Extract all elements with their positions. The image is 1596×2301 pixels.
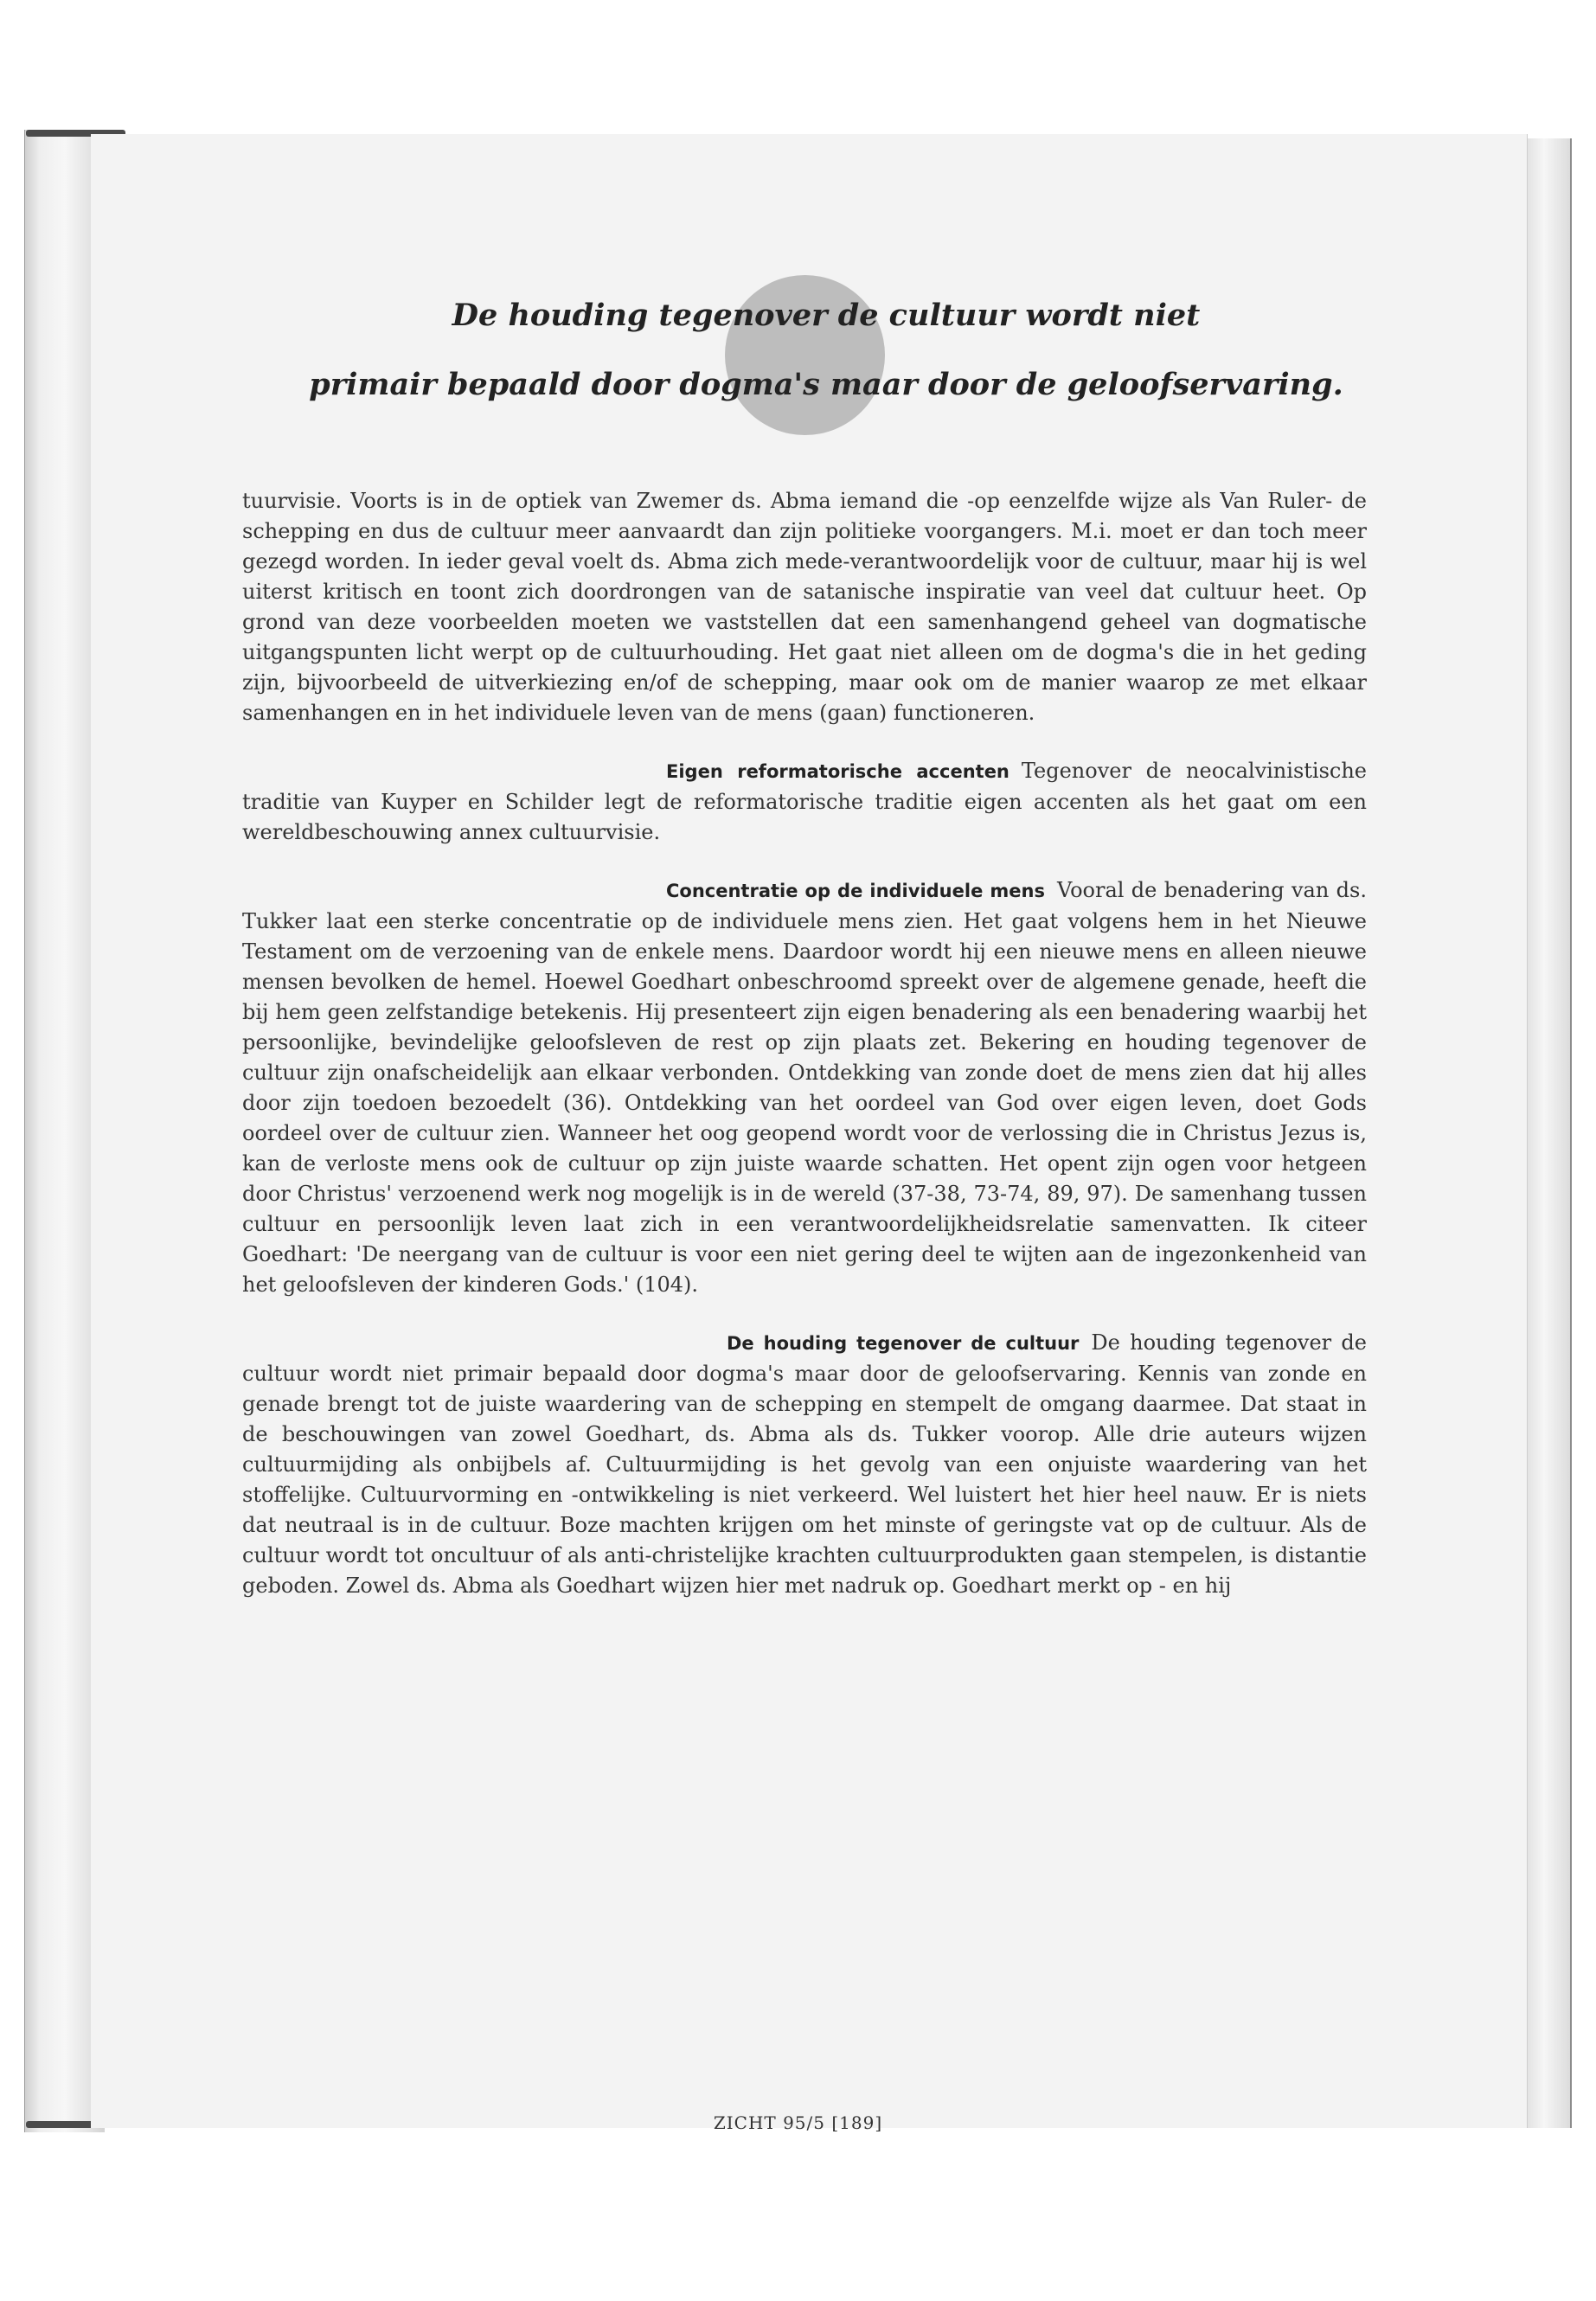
paragraph-text: De houding tegenover de cultuur wordt niet primair bepaald door dogma's maar door de geloofservaring. Kennis van zonde en genade brengt tot de juiste waardering van de schepping en stempelt de omgang daarmee. Dat staat in de beschouwingen van zowel Goedhart, ds. Abma als ds. Tukker voorop. Alle drie auteurs wijzen cultuurmijding als onbijbels af. Cultuurmijding is het gevolg van een onjuiste waardering van het stoffelijke. Cultuurvorming en -ontwikkeling is niet verkeerd. Wel luistert het hier heel nauw. Er is niets dat neutraal is in de cultuur. Boze machten krijgen om het minste of geringste vat op de cultuur. Als de cultuur wordt tot oncultuur of als anti-christelijke krachten cultuurprodukten gaan stempelen, is distantie geboden. Zowel ds. Abma als Goedhart wijzen hier met nadruk op. Goedhart merkt op - en hij	[242, 1330, 1367, 1598]
paragraph-text: tuurvisie. Voorts is in de optiek van Zwemer ds. Abma iemand die -op eenzelfde wijze als Van Ruler- de schepping en dus de cultuur meer aanvaardt dan zijn politieke voorgangers. M.i. moet er dan toch meer gezegd worden. In ieder geval voelt ds. Abma zich mede-verantwoordelijk voor de cultuur, maar hij is wel uiterst kritisch en toont zich doordrongen van de satanische inspiratie van veel dat cultuur heet. Op grond van deze voorbeelden moeten we vaststellen dat een samenhangend geheel van dogmatische uitgangspunten licht werpt op de cultuurhouding. Het gaat niet alleen om de dogma's die in het geding zijn, bijvoorbeeld de uitverkiezing en/of de schepping, maar ook om de manier waarop ze met elkaar samenhangen en in het individuele leven van de mens (gaan) functioneren.	[242, 489, 1367, 725]
pull-quote	[285, 281, 1367, 420]
book-right-edge	[1527, 138, 1572, 2128]
article-body	[242, 486, 1367, 1629]
section-heading: De houding tegenover de cultuur	[727, 1333, 1080, 1354]
paragraph-individuele-mens	[242, 875, 1367, 1300]
paragraph-houding-cultuur	[242, 1328, 1367, 1601]
page-folio: ZICHT 95/5 [189]	[713, 2112, 883, 2133]
pull-quote-line-1: De houding tegenover de cultuur wordt niet	[452, 298, 1201, 333]
section-heading: Concentratie op de individuele mens	[666, 881, 1045, 901]
paragraph-intro	[242, 486, 1367, 728]
section-heading: Eigen reformatorische accenten	[666, 761, 1010, 782]
paragraph-text: Tegenover de neocalvinistische traditie van Kuyper en Schilder legt de reformatorische traditie eigen accenten als het gaat om een wereldbeschouwing annex cultuurvisie.	[242, 759, 1367, 844]
paragraph-text: Vooral de benadering van ds. Tukker laat een sterke concentratie op de individuele mens zien. Het gaat volgens hem in het Nieuwe Testament om de verzoening van de enkele mens. Daardoor wordt hij een nieuwe mens en alleen nieuwe mensen bevolken de hemel. Hoewel Goedhart onbeschroomd spreekt over de algemene genade, heeft die bij hem geen zelfstandige betekenis. Hij presenteert zijn eigen benadering als een benadering waarbij het persoonlijke, bevindelijke geloofsleven de rest op zijn plaats zet. Bekering en houding tegenover de cultuur zijn onafscheidelijk aan elkaar verbonden. Ontdekking van zonde doet de mens zien dat hij alles door zijn toedoen bezoedelt (36). Ontdekking van het oordeel van God over eigen leven, doet Gods oordeel over de cultuur zien. Wanneer het oog geopend wordt voor de verlossing die in Christus Jezus is, kan de verloste mens ook de cultuur op zijn juiste waarde schatten. Het opent zijn ogen voor hetgeen door Christus' verzoenend werk nog mogelijk is in de wereld (37-38, 73-74, 89, 97). De samenhang tussen cultuur en persoonlijk leven laat zich in een verantwoordelijkheidsrelatie samenvatten. Ik citeer Goedhart: 'De neergang van de cultuur is voor een niet gering deel te wijten aan de ingezonkenheid van het geloofsleven der kinderen Gods.' (104).	[242, 878, 1367, 1297]
pull-quote-line-2: primair bepaald door dogma's maar door de geloofservaring.	[309, 367, 1343, 402]
paragraph-reformatorische-accenten	[242, 756, 1367, 848]
